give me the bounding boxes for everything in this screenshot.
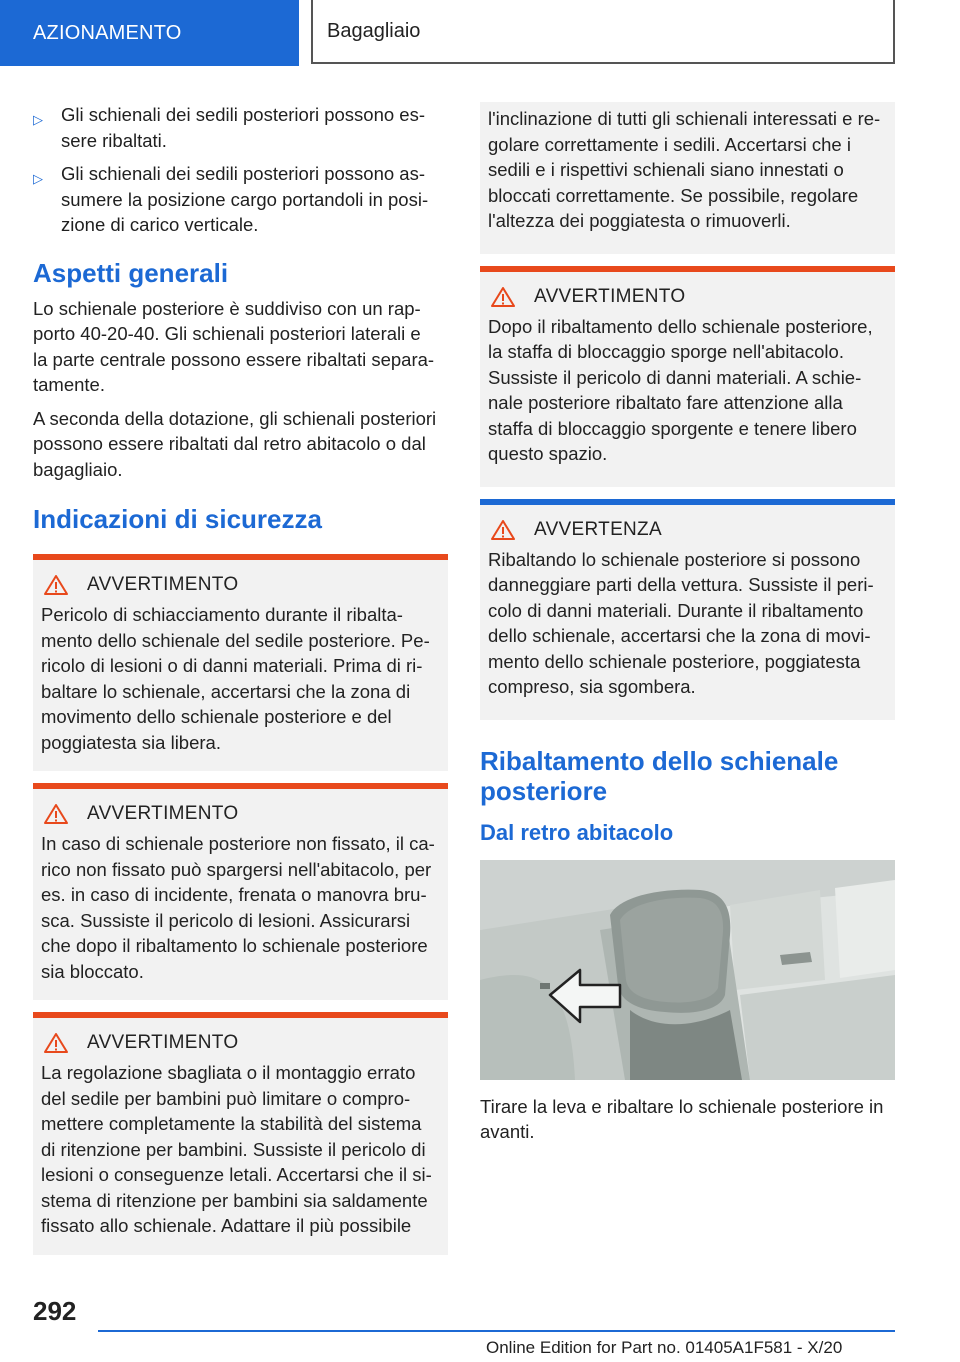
- warning-text: La regolazione sbagliata o il montaggio errato del sedile per bambini può limitare o compro- mettere completamente la stabilità del sistema di ritenzione per bambini. Sussiste il pericolo di lesioni o conseguenze letali. Accertarsi che il si- stema di ritenzione per bambini sia saldamente fissato allo schienale. Adattare il più possibile: [41, 1062, 432, 1236]
- warning-triangle-icon: [490, 519, 516, 541]
- warning-title: AVVERTIMENTO: [87, 1032, 239, 1053]
- warning-text: Pericolo di schiacciamento durante il ribalta- mento dello schienale del sedile posteriore. Pe- ricolo di lesioni o di danni materiali. Prima di ri- baltare lo schienale, accertarsi che la zona di movimento dello schienale posteriore e del poggiatesta sia libera.: [41, 604, 430, 753]
- section-heading-general: Aspetti generali: [33, 257, 229, 288]
- warning-box: [33, 1012, 448, 1255]
- section-tab[interactable]: AZIONAMENTO: [0, 0, 299, 66]
- warning-title: AVVERTIMENTO: [534, 285, 686, 307]
- left-column: [33, 102, 448, 1267]
- page-number: 292: [33, 1296, 77, 1326]
- rear-seat-illustration: [480, 860, 895, 1080]
- edition-note: Online Edition for Part no. 01405A1F581 - X/20: [486, 1338, 843, 1357]
- warning-triangle-icon: [43, 574, 69, 596]
- warning-title: AVVERTIMENTO: [87, 574, 239, 595]
- warning-triangle-icon: [490, 286, 516, 308]
- figure-caption: Tirare la leva e ribaltare lo schienale posteriore in avanti.: [480, 1095, 884, 1142]
- triangle-right-icon: ▷: [33, 112, 43, 127]
- warning-title: AVVERTIMENTO: [87, 803, 239, 824]
- general-paragraph-2: A seconda della dotazione, gli schienali posteriori possono essere ribaltati dal retro abitacolo o dal bagagliaio.: [33, 407, 437, 480]
- list-item: [33, 161, 448, 238]
- warning-header: [41, 574, 440, 596]
- warning-triangle-icon: [43, 803, 69, 825]
- warning-text: Dopo il ribaltamento dello schienale posteriore, la staffa di bloccaggio sporge nell'abitacolo. Sussiste il pericolo di danni materiali. A schie- nale posteriore ribaltato fare attenzione alla staffa di bloccaggio sporgente e tenere libero questo spazio.: [488, 315, 873, 464]
- right-column: [480, 102, 895, 1153]
- triangle-right-icon: ▷: [33, 171, 43, 186]
- warning-box: [480, 266, 895, 487]
- note-text: Ribaltando lo schienale posteriore si possono danneggiare parti della vettura. Sussiste il peri- colo di danni materiali. Durante il ribaltamento dello schienale, accertarsi che la zona di movi- mento dello schienale posteriore, poggiatesta compreso, sia sgombera.: [488, 548, 874, 697]
- warning-header: [41, 1032, 440, 1054]
- warning-text: l'inclinazione di tutti gli schienali interessati e re- golare correttamente i sedili. Accertarsi che i sedili e i rispettivi schienali siano innestati o bloccati correttamente. Se possibile, regolare l'altezza dei poggiatesta o rimuoverli.: [488, 108, 881, 231]
- page-header: [0, 0, 960, 66]
- general-paragraph-1: Lo schienale posteriore è suddiviso con un rap- porto 40-20-40. Gli schienali posteriori laterali e la parte centrale possono essere ribaltati separa- tamente.: [33, 297, 435, 395]
- section-heading-safety: Indicazioni di sicurezza: [33, 504, 322, 534]
- warning-text: In caso di schienale posteriore non fissato, il ca- rico non fissato può spargersi nell'abitacolo, per es. in caso di incidente, frenata o manovra bru- sca. Sussiste il pericolo di lesioni. Assicurarsi che dopo il ribaltamento lo schienale posteriore sia bloccato.: [41, 833, 435, 982]
- list-item: [33, 102, 448, 153]
- subsection-heading: Dal retro abitacolo: [480, 819, 674, 845]
- note-title: AVVERTENZA: [534, 518, 662, 540]
- warning-box-continued: [480, 102, 895, 254]
- note-header: [488, 519, 887, 541]
- warning-box: [33, 554, 448, 771]
- section-heading-fold: Ribaltamento dello schienale posteriore: [480, 745, 839, 806]
- warning-header: [41, 803, 440, 825]
- bullet-text: Gli schienali dei sedili posteriori possono as- sumere la posizione cargo portandoli in posi- zione di carico verticale.: [61, 163, 429, 235]
- warning-header: [488, 286, 887, 308]
- bullet-list: [33, 102, 448, 238]
- chapter-title: Bagagliaio: [311, 0, 895, 64]
- bullet-text: Gli schienali dei sedili posteriori possono es- sere ribaltati.: [61, 104, 426, 151]
- note-box: [480, 499, 895, 720]
- warning-box: [33, 783, 448, 1000]
- warning-triangle-icon: [43, 1032, 69, 1054]
- footer-rule: [98, 1330, 895, 1332]
